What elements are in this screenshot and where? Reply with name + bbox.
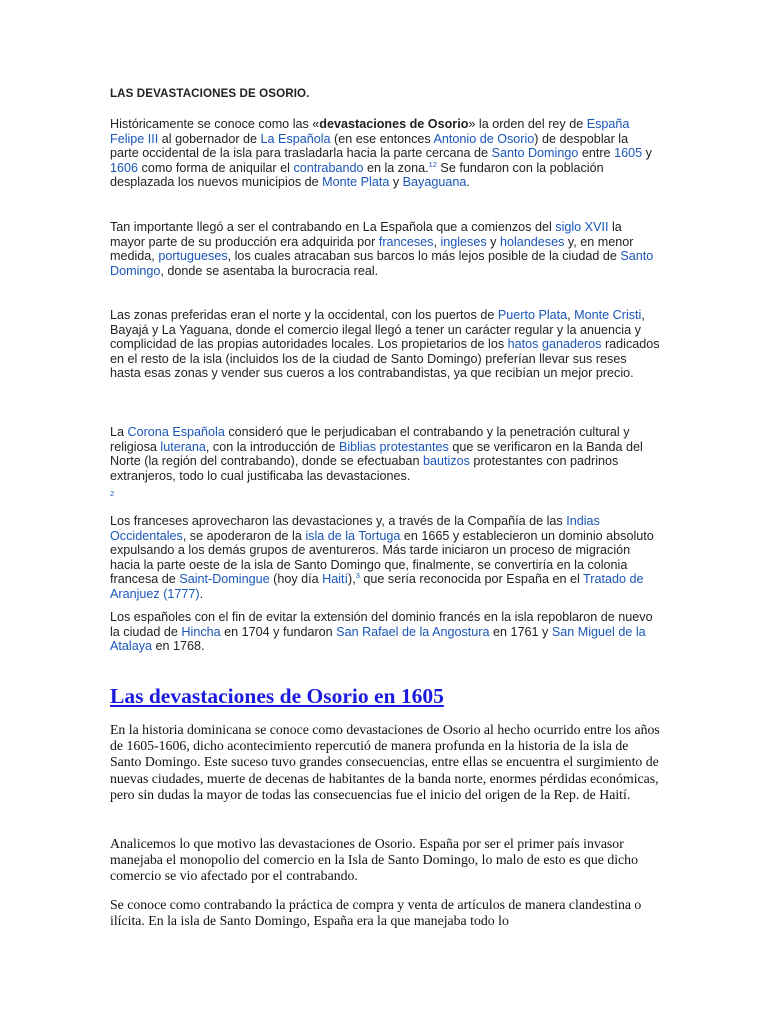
paragraph-corona: La Corona Española consideró que le perjudicaban el contrabando y la penetración cultural y religiosa luterana, con la introducción de Biblias protestantes que se verificaron en la Banda del Norte (la región del contrabando), donde se efectuaban bautizos protestantes con padrinos extranjeros, todo lo cual justificaba las devastaciones. bbox=[110, 425, 643, 483]
section-heading: Las devastaciones de Osorio en 1605 bbox=[110, 684, 444, 708]
link-franceses[interactable]: franceses bbox=[378, 234, 434, 249]
link-la-espanola[interactable]: La Española bbox=[260, 131, 331, 146]
link-1605[interactable]: 1605 bbox=[614, 146, 643, 160]
document-title: LAS DEVASTACIONES DE OSORIO. bbox=[110, 87, 310, 100]
paragraph-franceses: Los franceses aprovecharon las devastaciones y, a través de la Compañía de las Indias Occidentales, se apoderaron de la isla de la Tortuga en 1665 y establecieron un dominio absoluto expulsando a los demás grupos de aventureros. Más tarde iniciaron un proceso de migración hacia la parte oeste de la isla de Santo Domingo que, finalmente, se convertiría en la colonia francesa de Saint-Domingue (hoy día Haití),$^3$ que sería reconocida por España en el Tratado de Aranjuez (1777). bbox=[110, 514, 654, 601]
paragraph-intro: Históricamente se conoce como las «devastaciones de Osorio» la orden del rey de España Felipe III al gobernador de La Española (en ese entonces Antonio de Osorio) de despoblar la parte occidental de la isla para trasladarla hacia la parte cercana de Santo Domingo entre 1605 y 1606 como forma de aniquilar el contrabando en la zona.$^{12}$ Se fundaron con la población desplazada los nuevos municipios de Monte Plata y Bayaguana. bbox=[110, 117, 652, 189]
link-saint-domingue[interactable]: Saint-Domingue bbox=[179, 572, 270, 586]
footnote-marker[interactable]: 2 bbox=[110, 489, 115, 498]
link-san-rafael[interactable]: San Rafael de la Angostura bbox=[336, 624, 490, 639]
link-monte-plata[interactable]: Monte Plata bbox=[322, 175, 390, 189]
link-santo-domingo[interactable]: Santo Domingo bbox=[491, 146, 579, 160]
paragraph-contrabando: Tan importante llegó a ser el contrabando en La Española que a comienzos del siglo XVII la mayor parte de su producción era adquirida por franceses, ingleses y holandeses y, en menor medida, portugueses, los cuales atracaban sus barcos lo más lejos posible de la ciudad de Santo Domingo, donde se asentaba la burocracia real. bbox=[110, 220, 654, 278]
bold-term: devastaciones de Osorio bbox=[319, 117, 469, 131]
footnote-ref[interactable]: 12 bbox=[428, 159, 437, 169]
link-bautizos[interactable]: bautizos bbox=[422, 454, 470, 468]
link-monte-cristi[interactable]: Monte Cristi bbox=[574, 308, 642, 322]
link-1606[interactable]: 1606 bbox=[110, 160, 139, 175]
link-santo-domingo-city[interactable]: Santo Domingo bbox=[110, 249, 654, 278]
section-paragraph-2: Analicemos lo que motivo las devastaciones de Osorio. España por ser el primer país invasor manejaba el monopolio del comercio en la Isla de Santo Domingo, lo malo de esto es que dicho comercio se vio afectado por el contrabando. bbox=[110, 836, 638, 884]
link-bayaguana[interactable]: Bayaguana bbox=[402, 175, 467, 189]
link-isla-de-la-tortuga[interactable]: isla de la Tortuga bbox=[305, 528, 401, 543]
link-antonio-de-osorio[interactable]: Antonio de Osorio bbox=[433, 131, 535, 146]
link-puerto-plata[interactable]: Puerto Plata bbox=[497, 308, 568, 322]
link-espana-felipe-iii[interactable]: España Felipe III bbox=[110, 117, 630, 146]
link-san-miguel[interactable]: San Miguel de la Atalaya bbox=[110, 624, 646, 653]
link-siglo-xvii[interactable]: siglo XVII bbox=[555, 220, 609, 234]
section-paragraph-3: Se conoce como contrabando la práctica de compra y venta de artículos de manera clandestina o ilícita. En la isla de Santo Domingo, España era la que manejaba todo lo bbox=[110, 897, 642, 929]
footnote-ref[interactable]: 3 bbox=[355, 570, 360, 580]
link-biblias-protestantes[interactable]: Biblias protestantes bbox=[338, 439, 449, 454]
link-indias-occidentales[interactable]: Indias Occidentales bbox=[110, 514, 600, 543]
link-haiti[interactable]: Haití bbox=[322, 572, 349, 586]
link-tratado-de-aranjuez[interactable]: Tratado de Aranjuez (1777) bbox=[110, 572, 644, 601]
link-hincha[interactable]: Hincha bbox=[181, 624, 221, 639]
section-paragraph-1: En la historia dominicana se conoce como devastaciones de Osorio al hecho ocurrido entre los años de 1605-1606, dicho acontecimiento repercutió de manera profunda en la historia de la isla de Santo Domingo. Este suceso tuvo grandes consecuencias, entre ellas se encuentra el surgimiento de nuevas ciudades, muerte de decenas de habitantes de la banda norte, enormes pérdidas económicas, pero sin dudas la mayor de todas las consecuencias fue el inicio del origen de la Rep. de Haití. bbox=[110, 722, 660, 802]
link-holandeses[interactable]: holandeses bbox=[499, 234, 565, 249]
paragraph-espanoles: Los españoles con el fin de evitar la extensión del dominio francés en la isla repoblaron de nuevo la ciudad de Hincha en 1704 y fundaron San Rafael de la Angostura en 1761 y San Miguel de la Atalaya en 1768. bbox=[110, 610, 653, 653]
link-portugueses[interactable]: portugueses bbox=[158, 249, 228, 263]
link-hatos-ganaderos[interactable]: hatos ganaderos bbox=[507, 337, 602, 351]
link-luterana[interactable]: luterana bbox=[160, 439, 206, 454]
link-corona-espanola[interactable]: Corona Española bbox=[127, 425, 225, 439]
paragraph-zonas: Las zonas preferidas eran el norte y la occidental, con los puertos de Puerto Plata, Monte Cristi, Bayajá y La Yaguana, donde el comercio ilegal llegó a tener un carácter regular y la anuencia y complicidad de las propias autoridades locales. Los propietarios de los hatos ganaderos radicados en el resto de la isla (incluidos los de la ciudad de Santo Domingo) preferían llevar sus reses hasta esas zonas y vender sus cueros a los contrabandistas, ya que recibían un mejor precio. bbox=[110, 308, 660, 380]
link-contrabando[interactable]: contrabando bbox=[293, 160, 364, 175]
link-ingleses[interactable]: ingleses bbox=[440, 234, 487, 249]
